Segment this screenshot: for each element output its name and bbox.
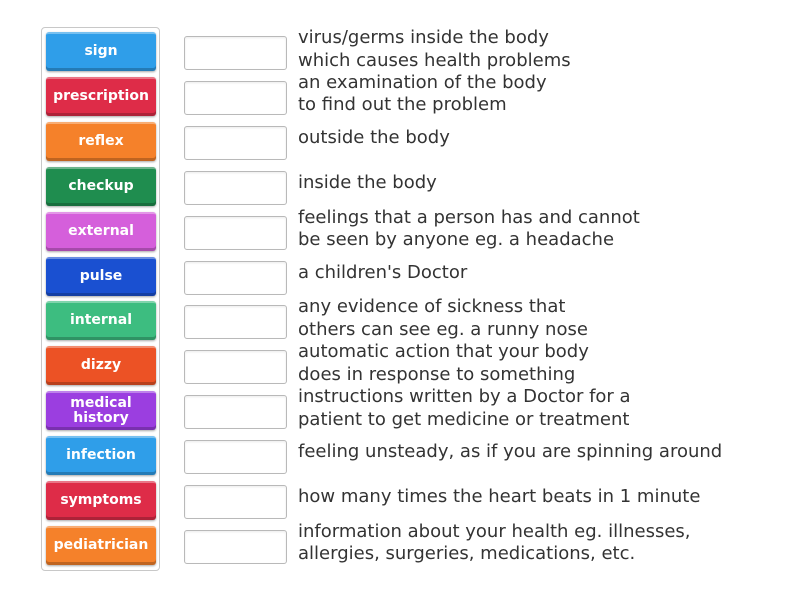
definition-line: allergies, surgeries, medications, etc. (298, 543, 636, 565)
definition-text-3 (298, 127, 778, 150)
word-tile-external[interactable]: external (46, 212, 156, 251)
definition-line: feeling unsteady, as if you are spinning around (298, 441, 723, 463)
definition-line: be seen by anyone eg. a headache (298, 229, 615, 251)
word-tile-symptoms[interactable]: symptoms (46, 481, 156, 520)
word-tile-prescription[interactable]: prescription (46, 77, 156, 116)
definition-line: others can see eg. a runny nose (298, 318, 588, 340)
definition-line: inside the body (298, 171, 437, 193)
definition-text-2 (298, 72, 778, 117)
definition-line: feelings that a person has and cannot (298, 206, 640, 228)
word-tile-reflex[interactable]: reflex (46, 122, 156, 161)
answer-slot-9[interactable] (184, 395, 287, 429)
answer-slot-4[interactable] (184, 171, 287, 205)
word-tile-pediatrician[interactable]: pediatrician (46, 526, 156, 565)
word-bank (41, 27, 160, 571)
word-tile-sign[interactable]: sign (46, 32, 156, 71)
definition-line: patient to get medicine or treatment (298, 408, 630, 430)
definition-line: how many times the heart beats in 1 minute (298, 486, 701, 507)
word-tile-medical-history[interactable]: medical history (46, 391, 156, 430)
answer-slot-2[interactable] (184, 81, 287, 115)
definition-line: which causes health problems (298, 49, 571, 71)
definition-line: a children's Doctor (298, 261, 468, 283)
definition-line: information about your health eg. illnesses, (298, 520, 691, 542)
definition-line: to find out the problem (298, 94, 507, 116)
definition-line: automatic action that your body (298, 341, 589, 363)
definition-text-10 (298, 441, 778, 464)
definition-text-8 (298, 341, 778, 386)
word-tile-checkup[interactable]: checkup (46, 167, 156, 206)
word-tile-dizzy[interactable]: dizzy (46, 346, 156, 385)
definition-text-6 (298, 262, 778, 285)
answer-slot-5[interactable] (184, 216, 287, 250)
answer-slot-10[interactable] (184, 440, 287, 474)
answer-slot-1[interactable] (184, 36, 287, 70)
answer-slot-12[interactable] (184, 530, 287, 564)
word-tile-pulse[interactable]: pulse (46, 257, 156, 296)
definition-text-11 (298, 486, 778, 509)
definition-text-9 (298, 386, 778, 431)
answer-slot-7[interactable] (184, 305, 287, 339)
definition-line: instructions written by a Doctor for a (298, 386, 631, 408)
word-tile-infection[interactable]: infection (46, 436, 156, 475)
word-tile-internal[interactable]: internal (46, 301, 156, 340)
definition-text-1 (298, 27, 778, 72)
answer-slot-3[interactable] (184, 126, 287, 160)
definition-text-5 (298, 207, 778, 252)
definition-line: does in response to something (298, 363, 576, 385)
definition-text-4 (298, 172, 778, 195)
definition-line: an examination of the body (298, 71, 547, 93)
definition-line: outside the body (298, 126, 450, 148)
definition-text-7 (298, 296, 778, 341)
answer-slot-8[interactable] (184, 350, 287, 384)
answer-slot-6[interactable] (184, 261, 287, 295)
definition-line: any evidence of sickness that (298, 296, 566, 318)
definition-text-12 (298, 521, 778, 566)
answer-slot-11[interactable] (184, 485, 287, 519)
definition-line: virus/germs inside the body (298, 27, 549, 48)
